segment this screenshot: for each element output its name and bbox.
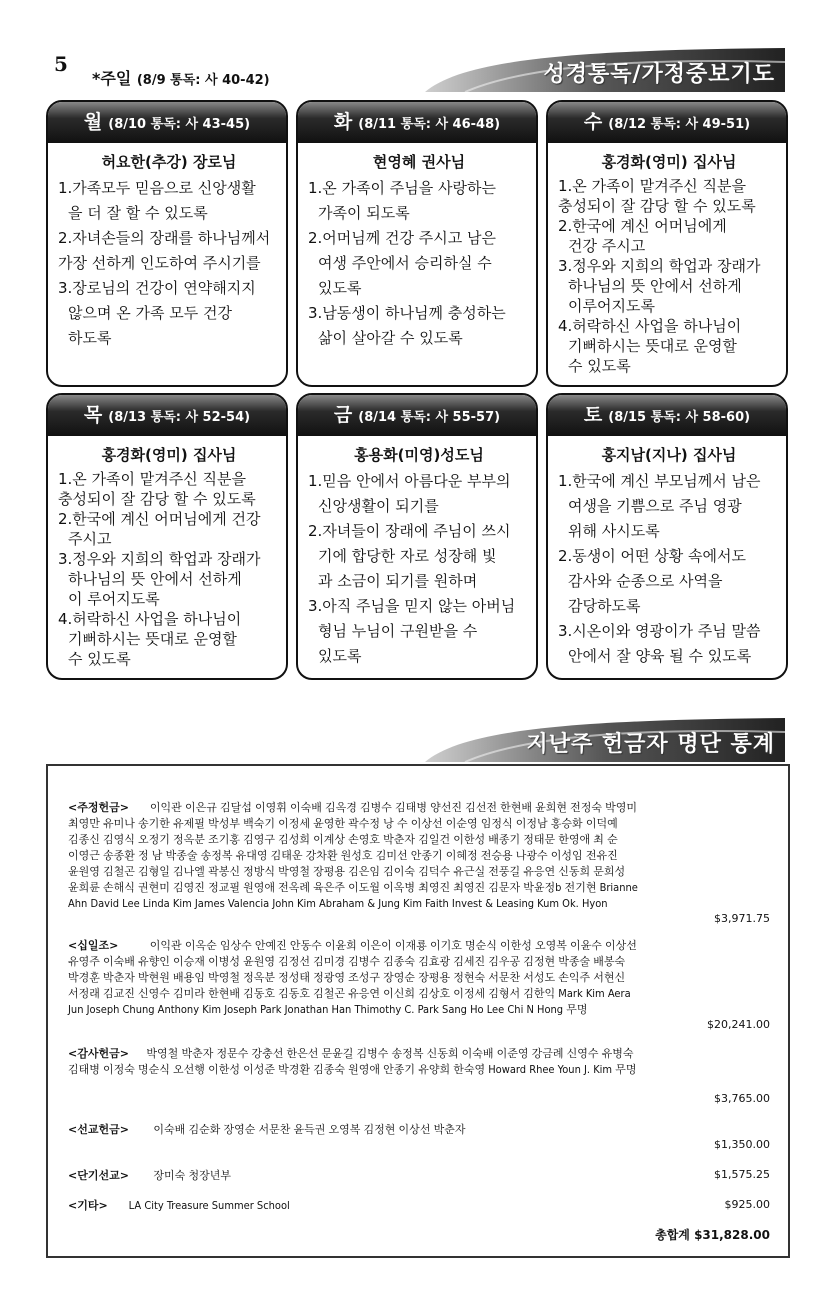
prayer-line: 감당하도록 bbox=[568, 597, 641, 615]
card-person-name: 홍경화(영미) 집사님 bbox=[601, 153, 737, 171]
card-reading: (8/11 통독: 사 46-48) bbox=[358, 117, 501, 132]
offering-amount: $925.00 bbox=[724, 1198, 770, 1211]
card-day: 화 bbox=[333, 111, 353, 133]
prayer-line: 3.아직 주님을 믿지 않는 아버님 bbox=[308, 597, 516, 615]
offering-list-box bbox=[46, 764, 790, 1258]
prayer-line: 기에 합당한 자로 성장해 빛 bbox=[318, 547, 497, 565]
offering-amount: $3,971.75 bbox=[714, 912, 770, 925]
prayer-line: 여생 주안에서 승리하실 수 bbox=[318, 254, 492, 272]
offering-names: 윤원영 김철곤 김형일 김나엘 곽봉신 정방식 박영철 장평용 김은임 김이숙 김덕수 유근실 전풍길 유응연 신동희 문희성 bbox=[68, 865, 626, 878]
offering-names: 김태병 이정숙 명순식 오선행 이한성 이성준 박경환 김종숙 원영애 안종기 유양희 한숙영 Howard Rhee Youn J. Kim 무명 bbox=[68, 1063, 637, 1076]
card-header bbox=[548, 102, 786, 143]
prayer-line: 가족이 되도록 bbox=[318, 204, 410, 222]
offering-banner bbox=[405, 718, 785, 762]
offering-names: 서정래 김교진 신영수 김미라 한현배 김동호 김동호 김철곤 유응연 이신희 김상호 이정세 김형서 김한익 Mark Kim Aera bbox=[68, 987, 631, 1000]
prayer-card-mon bbox=[46, 100, 288, 387]
card-header bbox=[298, 395, 536, 436]
card-person-name: 홍경화(영미) 집사님 bbox=[101, 446, 237, 464]
prayer-line: 신앙생활이 되기를 bbox=[318, 497, 439, 515]
card-reading: (8/12 통독: 사 49-51) bbox=[608, 117, 751, 132]
card-person-name: 홍용화(미영)성도님 bbox=[354, 446, 484, 464]
card-header bbox=[48, 102, 286, 143]
page-number: 5 bbox=[54, 52, 68, 76]
prayer-line: 1.한국에 계신 부모님께서 남은 bbox=[558, 472, 761, 490]
offering-names: 장미숙 청장년부 bbox=[153, 1169, 231, 1182]
sunday-reading-ref: (8/9 통독: 사 40-42) bbox=[136, 73, 270, 88]
offering-names: 박영철 박춘자 정문수 강충선 한은선 문윤길 김병수 송정복 신동희 이숙배 이준영 강금례 신영수 유병숙 bbox=[146, 1047, 634, 1060]
prayer-line: 3.시온이와 영광이가 주님 말씀 bbox=[558, 622, 761, 640]
offering-category-thanks bbox=[68, 1046, 636, 1078]
offering-label: <선교헌금> bbox=[68, 1123, 129, 1136]
prayer-line: 주시고 bbox=[68, 530, 112, 548]
prayer-line: 2.동생이 어떤 상황 속에서도 bbox=[558, 547, 747, 565]
prayer-line: 과 소금이 되기를 원하며 bbox=[318, 572, 478, 590]
card-reading: (8/14 통독: 사 55-57) bbox=[358, 410, 501, 425]
prayer-line: 하도록 bbox=[68, 329, 112, 347]
offering-names: 이익관 이옥순 임상수 안예진 안동수 이윤희 이은이 이재룡 이기호 명순식 이한성 오영복 이윤수 이상선 bbox=[149, 939, 637, 952]
offering-category-short-mission bbox=[68, 1168, 231, 1184]
offering-names: 윤희륜 손해식 권현미 김영진 정교필 원영애 전옥례 육은주 이도월 이옥병 최영진 최영진 김문자 박윤정b 전기현 Brianne bbox=[68, 881, 638, 894]
prayer-line: 3.남동생이 하나님께 충성하는 bbox=[308, 304, 506, 322]
prayer-card-tue bbox=[296, 100, 538, 387]
card-person-name: 허요한(추강) 장로님 bbox=[101, 153, 237, 171]
offering-names: 이숙배 김순화 장영순 서문찬 윤득권 오영복 김정현 이상선 박춘자 bbox=[153, 1123, 466, 1136]
offering-names: 유영주 이숙배 유향인 이승재 이병성 윤원영 김정선 김미경 김병수 김종숙 김효광 김세진 김우공 김정현 박종술 배봉숙 bbox=[68, 955, 626, 968]
prayer-line: 4.허락하신 사업을 하나님이 bbox=[58, 610, 242, 628]
prayer-line: 2.자녀들이 장래에 주님이 쓰시 bbox=[308, 522, 511, 540]
offering-names: 이영근 송종환 정 남 박종술 송정복 유대영 김태운 강차환 원성호 김미선 안종기 이혜정 전승용 나광수 이성임 전유진 bbox=[68, 849, 618, 862]
prayer-line: 3.장로님의 건강이 연약해지지 bbox=[58, 279, 256, 297]
offering-label: <주정헌금> bbox=[68, 801, 129, 814]
prayer-line: 기뻐하시는 뜻대로 운영할 bbox=[68, 630, 237, 648]
card-header bbox=[548, 395, 786, 436]
prayer-line: 기뻐하시는 뜻대로 운영할 bbox=[568, 337, 737, 355]
prayer-line: 2.한국에 계신 어머님에게 bbox=[558, 217, 727, 235]
prayer-line: 을 더 잘 할 수 있도록 bbox=[68, 204, 208, 222]
prayer-line: 가장 선하게 인도하여 주시기를 bbox=[58, 254, 261, 272]
prayer-line: 하나님의 뜻 안에서 선하게 bbox=[568, 277, 742, 295]
offering-amount: $3,765.00 bbox=[714, 1092, 770, 1105]
prayer-card-thu bbox=[46, 393, 288, 680]
prayer-line: 3.정우와 지희의 학업과 장래가 bbox=[58, 550, 261, 568]
offering-label: <감사헌금> bbox=[68, 1047, 129, 1060]
prayer-line: 2.자녀손들의 장래를 하나님께서 bbox=[58, 229, 271, 247]
prayer-line: 위해 사시도록 bbox=[568, 522, 660, 540]
prayer-line: 삶이 살아갈 수 있도록 bbox=[318, 329, 463, 347]
prayer-line: 감사와 순종으로 사역을 bbox=[568, 572, 723, 590]
prayer-line: 수 있도록 bbox=[568, 357, 631, 375]
card-person-name: 홍지남(지나) 집사님 bbox=[601, 446, 737, 464]
card-header bbox=[298, 102, 536, 143]
offering-names: 최영만 유미나 송기한 유제필 박성부 백숙기 이정세 윤영한 곽수정 낭 수 이상선 이순영 임정식 이정남 홍승화 이덕예 bbox=[68, 817, 618, 830]
offering-category-sunday bbox=[68, 800, 638, 912]
card-header bbox=[48, 395, 286, 436]
prayer-line: 형님 누님이 구원받을 수 bbox=[318, 622, 478, 640]
prayer-line: 1.믿음 안에서 아름다운 부부의 bbox=[308, 472, 511, 490]
offering-names: 이익관 이은규 김달섭 이영휘 이숙배 김옥경 김병수 김태병 양선진 김선전 한현배 윤희현 전정숙 박영미 bbox=[149, 801, 638, 814]
prayer-line: 여생을 기쁨으로 주님 영광 bbox=[568, 497, 742, 515]
card-day: 토 bbox=[583, 404, 603, 426]
prayer-card-fri bbox=[296, 393, 538, 680]
offering-names: LA City Treasure Summer School bbox=[128, 1199, 290, 1212]
sunday-reading bbox=[92, 66, 270, 89]
prayer-line: 건강 주시고 bbox=[568, 237, 646, 255]
card-day: 월 bbox=[83, 111, 103, 133]
prayer-line: 충성되이 잘 감당 할 수 있도록 bbox=[558, 197, 756, 215]
sunday-title: *주일 bbox=[92, 69, 132, 88]
card-day: 금 bbox=[333, 404, 353, 426]
card-day: 목 bbox=[83, 404, 103, 426]
card-reading: (8/15 통독: 사 58-60) bbox=[608, 410, 751, 425]
prayer-line: 1.가족모두 믿음으로 신앙생활 bbox=[58, 179, 256, 197]
prayer-line: 2.어머님께 건강 주시고 남은 bbox=[308, 229, 497, 247]
prayer-banner bbox=[405, 48, 785, 92]
card-person-name: 현영혜 권사님 bbox=[372, 153, 466, 171]
prayer-line: 수 있도록 bbox=[68, 650, 131, 668]
offering-banner-title: 지난주 헌금자 명단 통계 bbox=[526, 731, 775, 757]
prayer-line: 2.한국에 계신 어머님에게 건강 bbox=[58, 510, 261, 528]
offering-category-mission bbox=[68, 1122, 465, 1138]
offering-amount: $20,241.00 bbox=[707, 1018, 770, 1031]
prayer-line: 안에서 잘 양육 될 수 있도록 bbox=[568, 647, 752, 665]
prayer-line: 있도록 bbox=[318, 279, 362, 297]
offering-names: Jun Joseph Chung Anthony Kim Joseph Park Jonathan Han Thimothy C. Park Sang Ho Lee Chi N Hong 무명 bbox=[68, 1003, 588, 1016]
offering-label: <단기선교> bbox=[68, 1169, 129, 1182]
card-day: 수 bbox=[583, 111, 603, 133]
offering-label: <기타> bbox=[68, 1199, 108, 1212]
prayer-line: 충성되이 잘 감당 할 수 있도록 bbox=[58, 490, 256, 508]
offering-names: 김종신 김영식 오정기 정옥분 조기홍 김영구 김성희 이계상 손영호 박춘자 김일건 이한성 배종기 정태문 한영애 최 순 bbox=[68, 833, 618, 846]
prayer-line: 않으며 온 가족 모두 건강 bbox=[68, 304, 232, 322]
prayer-line: 1.온 가족이 맡겨주신 직분을 bbox=[58, 470, 247, 488]
prayer-card-wed bbox=[546, 100, 788, 387]
prayer-card-sat bbox=[546, 393, 788, 680]
card-reading: (8/10 통독: 사 43-45) bbox=[108, 117, 251, 132]
offering-amount: $1,575.25 bbox=[714, 1168, 770, 1181]
prayer-line: 4.허락하신 사업을 하나님이 bbox=[558, 317, 742, 335]
prayer-line: 1.온 가족이 맡겨주신 직분을 bbox=[558, 177, 747, 195]
offering-label: <십일조> bbox=[68, 939, 119, 952]
card-reading: (8/13 통독: 사 52-54) bbox=[108, 410, 251, 425]
prayer-line: 하나님의 뜻 안에서 선하게 bbox=[68, 570, 242, 588]
offering-amount: $1,350.00 bbox=[714, 1138, 770, 1151]
prayer-line: 1.온 가족이 주님을 사랑하는 bbox=[308, 179, 497, 197]
offering-line bbox=[68, 800, 638, 816]
prayer-line: 있도록 bbox=[318, 647, 362, 665]
offering-names: 박경훈 박춘자 박현원 배용임 박영철 정옥분 정성태 정광영 조성구 장영순 장평용 정현숙 서문찬 서성도 손익주 서현신 bbox=[68, 971, 626, 984]
offering-category-tithe bbox=[68, 938, 637, 1018]
prayer-line: 이 루어지도록 bbox=[68, 590, 160, 608]
prayer-line: 3.정우와 지희의 학업과 장래가 bbox=[558, 257, 761, 275]
prayer-line: 이루어지도록 bbox=[568, 297, 655, 315]
prayer-banner-title: 성경통독/가정중보기도 bbox=[543, 61, 775, 87]
offering-names: Ahn David Lee Linda Kim James Valencia John Kim Abraham & Jung Kim Faith Invest & Leasing Kum Ok. Hyon bbox=[68, 897, 608, 910]
offering-category-other bbox=[68, 1198, 290, 1214]
offering-total: 총합계 $31,828.00 bbox=[655, 1228, 770, 1242]
